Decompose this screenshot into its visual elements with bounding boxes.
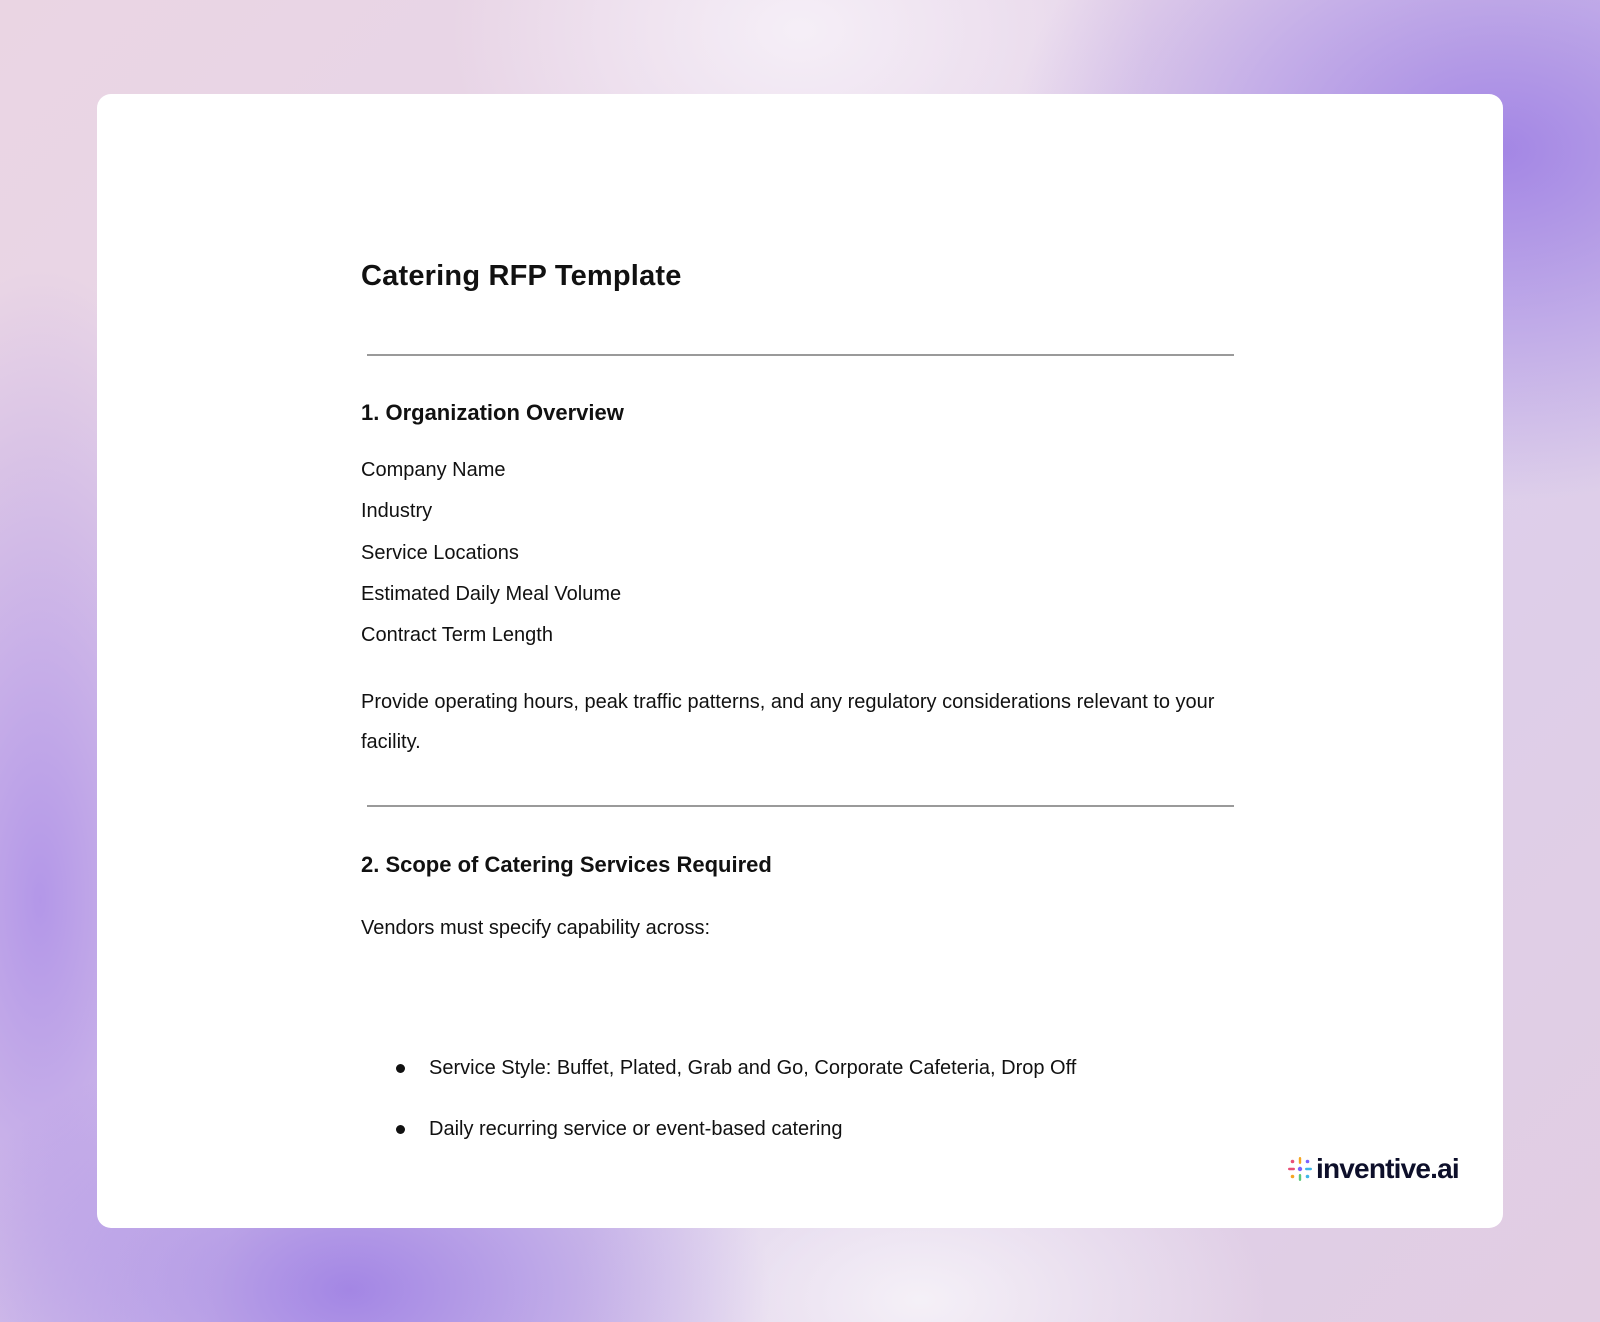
sparkle-logo-icon <box>1287 1156 1313 1182</box>
brand-name: inventive.ai <box>1316 1153 1459 1184</box>
field-company-name: Company Name <box>361 459 506 481</box>
bullet-text-service-style: Service Style: Buffet, Plated, Grab and Go, Corporate Cafeteria, Drop Off <box>429 1057 1077 1079</box>
bullet-text-service-frequency: Daily recurring service or event-based catering <box>429 1118 843 1140</box>
bullet-dot-icon <box>396 1125 405 1134</box>
document-card <box>97 94 1503 1228</box>
list-item <box>361 1054 1076 1115</box>
document-title: Catering RFP Template <box>361 260 682 292</box>
scope-bullet-list <box>361 1054 1076 1176</box>
bullet-dot-icon <box>396 1064 405 1073</box>
organization-field-list <box>361 456 621 662</box>
section-heading-organization-overview: 1. Organization Overview <box>361 400 624 425</box>
divider <box>367 354 1234 356</box>
field-contract-term-length: Contract Term Length <box>361 624 553 647</box>
organization-instructions: Provide operating hours, peak traffic patterns, and any regulatory considerations relevant to your facility. <box>361 691 1215 753</box>
brand-logo <box>1287 1152 1459 1186</box>
scope-intro: Vendors must specify capability across: <box>361 917 711 939</box>
section-heading-scope-of-services: 2. Scope of Catering Services Required <box>361 852 772 877</box>
field-estimated-daily-meal-volume: Estimated Daily Meal Volume <box>361 582 622 605</box>
field-industry: Industry <box>361 500 433 523</box>
divider <box>367 805 1234 807</box>
list-item <box>361 1115 1076 1176</box>
field-service-locations: Service Locations <box>361 541 519 564</box>
